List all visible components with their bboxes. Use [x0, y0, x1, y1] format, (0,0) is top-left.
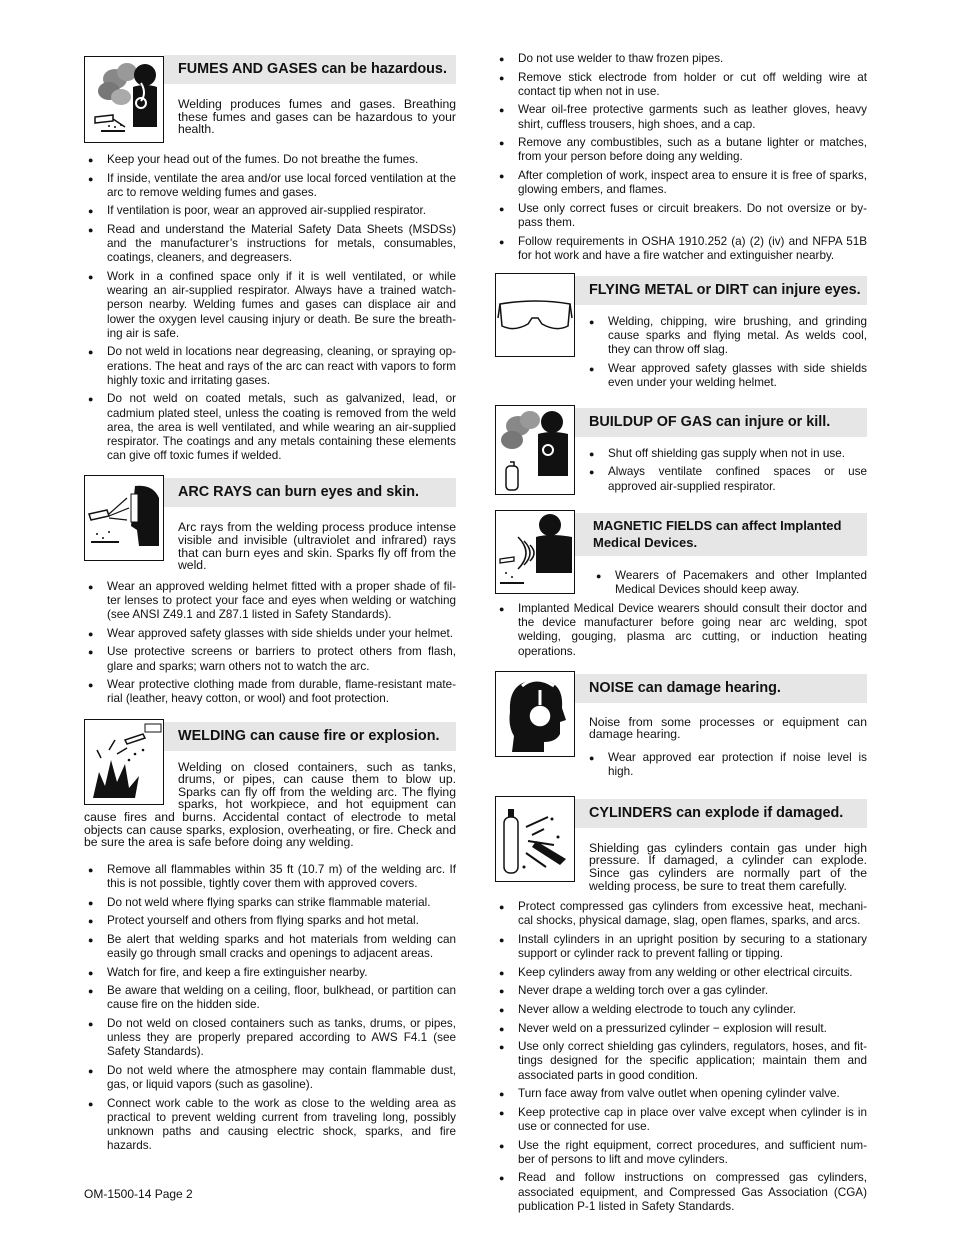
list-item: ● Do not weld on coated metals, such as galvanized, lead, or cadmium plated steel, unless the coating is removed from the weld area, the area is well ventilated, and while wearing an air-supplied respirator. The coatings and any metals containing these elements can give off toxic fumes if welded.: [84, 392, 456, 463]
cylinders-bullet-list: [495, 900, 867, 1214]
noise-intro: Noise from some processes or equipment can damage hearing.: [589, 714, 867, 742]
cylinders-section: [495, 796, 867, 1214]
magnetic-bullet-list: [495, 602, 867, 659]
list-item: ● After completion of work, inspect area to ensure it is free of sparks, glowing embers, and flames.: [495, 169, 867, 197]
list-item: ● Use only correct shielding gas cylinders, regulators, hoses, and fit-tings designed for the specific application; maintain them and associated parts in good condition.: [495, 1040, 867, 1083]
arc-rays-intro: Arc rays from the welding process produce intense visible and invisible (ultraviolet and infrared) rays that can burn eyes and skin. Sparks fly off from the weld.: [178, 520, 456, 573]
list-item: ● Do not use welder to thaw frozen pipes.: [495, 52, 867, 66]
right-column: [495, 52, 867, 1218]
list-item: ● Be alert that welding sparks and hot materials from welding can easily go through small cracks and openings to adjacent areas.: [84, 933, 456, 961]
cylinder-explosion-hazard-icon: [495, 796, 575, 882]
fumes-title: FUMES AND GASES can be hazardous.: [164, 55, 456, 84]
list-item: ● Use protective screens or barriers to protect others from flash, glare and sparks; warn others not to watch the arc.: [84, 645, 456, 673]
list-item: ● Wear protective clothing made from durable, flame-resistant mate-rial (leather, heavy cotton, or wool) and foot protection.: [84, 678, 456, 706]
arc-rays-title: ARC RAYS can burn eyes and skin.: [164, 478, 456, 507]
magnetic-inner-bullet-list: [592, 569, 867, 597]
cylinders-intro: Shielding gas cylinders contain gas under high pressure. If damaged, a cylinder can explode. Since gas cylinders are normally part of the welding process, be sure to treat them carefully.: [589, 840, 867, 893]
list-item: ● Remove any combustibles, such as a butane lighter or matches, from your person before doing any welding.: [495, 136, 867, 164]
list-item: ● Do not weld on closed containers such as tanks, drums, or pipes, unless they are properly prepared according to AWS F4.1 (see Safety Standards).: [84, 1017, 456, 1060]
list-item: ● Do not weld in locations near degreasing, cleaning, or spraying op-erations. The heat and rays of the arc can react with vapors to form highly toxic and irritating gases.: [84, 345, 456, 388]
list-item: ● Welding, chipping, wire brushing, and grinding cause sparks and flying metal. As welds cool, they can throw off slag.: [585, 315, 867, 358]
list-item: ● Always ventilate confined spaces or use approved air-supplied respirator.: [585, 465, 867, 493]
flying-metal-title: FLYING METAL or DIRT can injure eyes.: [575, 276, 867, 305]
list-item: ● Do not weld where the atmosphere may contain flammable dust, gas, or liquid vapors (such as gasoline).: [84, 1064, 456, 1092]
magnetic-fields-section: [495, 510, 867, 659]
list-item: ● Follow requirements in OSHA 1910.252 (a) (2) (iv) and NFPA 51B for hot work and have a fire watcher and extinguisher nearby.: [495, 235, 867, 263]
list-item: ● Turn face away from valve outlet when opening cylinder valve.: [495, 1087, 867, 1101]
list-item: ● Watch for fire, and keep a fire extinguisher nearby.: [84, 966, 456, 980]
list-item: ● Never weld on a pressurized cylinder − explosion will result.: [495, 1022, 867, 1036]
list-item: ● Keep your head out of the fumes. Do not breathe the fumes.: [84, 153, 456, 167]
fire-title: WELDING can cause fire or explosion.: [164, 722, 456, 751]
buildup-gas-bullet-list: [585, 447, 867, 494]
page-footer: OM-1500-14 Page 2: [84, 1187, 193, 1201]
arc-rays-bullet-list: [84, 580, 456, 707]
noise-title: NOISE can damage hearing.: [575, 674, 867, 703]
buildup-gas-section: [495, 405, 867, 498]
arc-rays-section: [84, 475, 456, 706]
list-item: ● If ventilation is poor, wear an approved air-supplied respirator.: [84, 204, 456, 218]
list-item: ● Wear oil-free protective garments such as leather gloves, heavy shirt, cuffless trousers, high shoes, and a cap.: [495, 103, 867, 131]
flying-metal-bullet-list: [585, 315, 867, 390]
list-item: ● Keep protective cap in place over valve except when cylinder is in use or connected for use.: [495, 1106, 867, 1134]
list-item: ● Install cylinders in an upright position by securing to a stationary support or cylinder rack to prevent falling or tipping.: [495, 933, 867, 961]
list-item: ● Wear an approved welding helmet fitted with a proper shade of fil-ter lenses to protect your face and eyes when welding or watching (see ANSI Z49.1 and Z87.1 listed in Safety Standards).: [84, 580, 456, 623]
list-item: ● Never drape a welding torch over a gas cylinder.: [495, 984, 867, 998]
fumes-bullet-list: [84, 153, 456, 463]
gas-buildup-hazard-icon: [495, 405, 575, 495]
fire-explosion-hazard-icon: [84, 719, 164, 805]
left-column: [84, 52, 456, 1158]
list-item: ● Keep cylinders away from any welding or other electrical circuits.: [495, 966, 867, 980]
fire-bullet-list: [84, 863, 456, 1154]
fire-intro: Welding on closed containers, such as tanks, drums, or pipes, can cause them to blow up. Sparks can fly off from the welding arc. The flying sparks, hot workpiece, and hot equipment can cause fires and burns. Accidental contact of electrode to metal objects can cause sparks, explosion, overheating, or fire. Check and be sure the area is safe before doing any welding.: [84, 759, 456, 850]
list-item: ● Use the right equipment, correct procedures, and sufficient num-ber of persons to lift and move cylinders.: [495, 1139, 867, 1167]
list-item: ● Implanted Medical Device wearers should consult their doctor and the device manufacturer before going near arc welding, spot welding, gouging, plasma arc cutting, or induction heating operations.: [495, 602, 867, 659]
list-item: ● Work in a confined space only if it is well ventilated, or while wearing an air-supplied respirator. Always have a trained watch-person nearby. Welding fumes and gases can displace air and lower the oxygen level causing injury or death. Be sure the breath-ing air is safe.: [84, 270, 456, 341]
fire-section: [84, 719, 456, 1154]
cylinders-title: CYLINDERS can explode if damaged.: [575, 799, 867, 828]
fumes-hazard-icon: [84, 56, 164, 143]
list-item: ● Use only correct fuses or circuit breakers. Do not oversize or by-pass them.: [495, 202, 867, 230]
list-item: ● Wear approved safety glasses with side shields under your helmet.: [84, 627, 456, 641]
arc-rays-hazard-icon: [84, 475, 164, 561]
magnetic-field-hazard-icon: [495, 510, 575, 594]
magnetic-fields-title: MAGNETIC FIELDS can affect Implanted Medical Devices.: [575, 513, 867, 556]
list-item: ● Be aware that welding on a ceiling, floor, bulkhead, or partition can cause fire on the hidden side.: [84, 984, 456, 1012]
list-item: ● Shut off shielding gas supply when not in use.: [585, 447, 867, 461]
list-item: ● Read and understand the Material Safety Data Sheets (MSDSs) and the manufacturer’s instructions for metals, consumables, coatings, cleaners, and degreasers.: [84, 223, 456, 266]
list-item: ● Do not weld where flying sparks can strike flammable material.: [84, 896, 456, 910]
fire-continued-bullet-list: [495, 52, 867, 263]
fumes-section: [84, 52, 456, 463]
list-item: ● Wear approved safety glasses with side shields even under your welding helmet.: [585, 362, 867, 390]
list-item: ● Connect work cable to the work as close to the welding area as practical to prevent welding current from traveling long, possibly unknown paths and causing electric shock, sparks, and fire hazards.: [84, 1097, 456, 1154]
list-item: ● Never allow a welding electrode to touch any cylinder.: [495, 1003, 867, 1017]
list-item: ● Read and follow instructions on compressed gas cylinders, associated equipment, and Compressed Gas Association (CGA) publication P-1 listed in Safety Standards.: [495, 1171, 867, 1214]
ear-protection-icon: [495, 671, 575, 757]
noise-bullet-list: [585, 751, 867, 779]
buildup-gas-title: BUILDUP OF GAS can injure or kill.: [575, 408, 867, 437]
list-item: ● Remove stick electrode from holder or cut off welding wire at contact tip when not in use.: [495, 71, 867, 99]
list-item: ● Wear approved ear protection if noise level is high.: [585, 751, 867, 779]
list-item: ● Remove all flammables within 35 ft (10.7 m) of the welding arc. If this is not possible, tightly cover them with approved covers.: [84, 863, 456, 891]
list-item: ● Protect yourself and others from flying sparks and hot metal.: [84, 914, 456, 928]
list-item: ● Protect compressed gas cylinders from excessive heat, mechani-cal shocks, physical damage, slag, open flames, sparks, and arcs.: [495, 900, 867, 928]
list-item: ● Wearers of Pacemakers and other Implanted Medical Devices should keep away.: [592, 569, 867, 597]
flying-metal-section: [495, 273, 867, 395]
list-item: ● If inside, ventilate the area and/or use local forced ventilation at the arc to remove welding fumes and gases.: [84, 172, 456, 200]
fumes-intro: Welding produces fumes and gases. Breathing these fumes and gases can be hazardous to your health.: [178, 97, 456, 137]
noise-section: [495, 671, 867, 784]
safety-glasses-icon: [495, 273, 575, 357]
